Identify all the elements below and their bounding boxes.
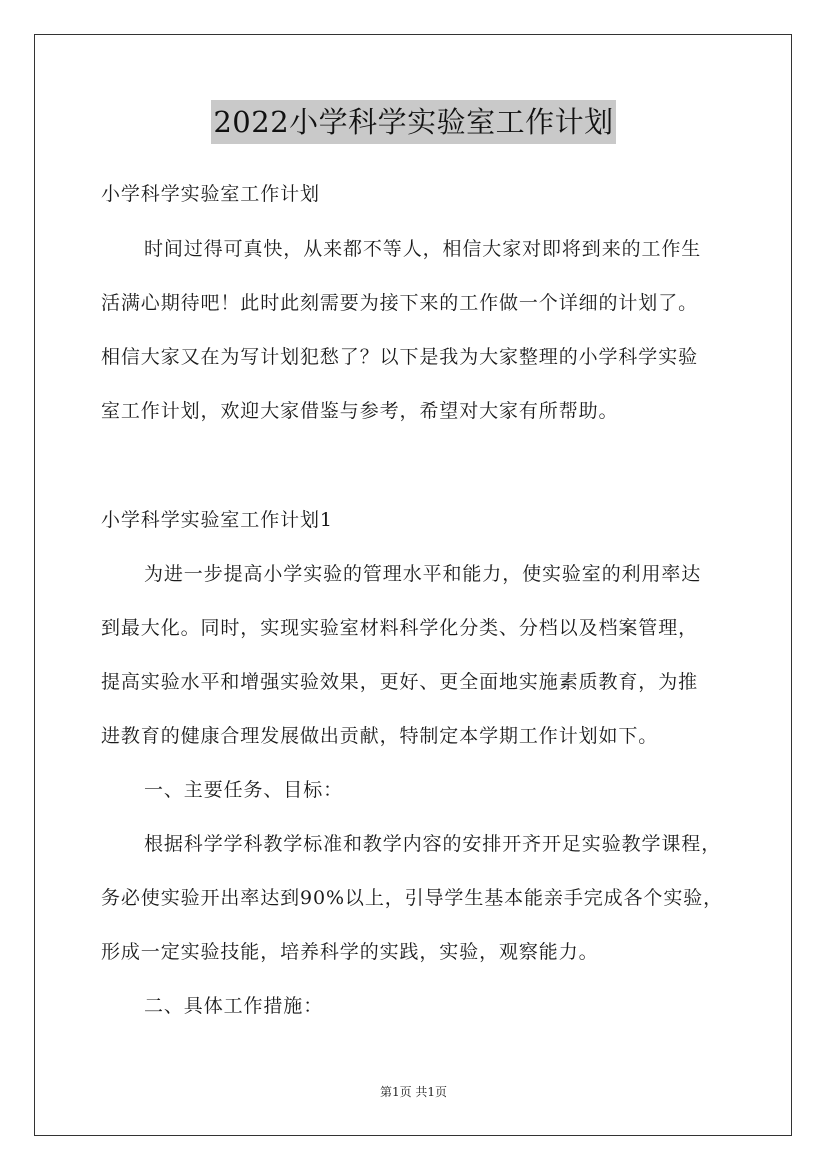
- section-heading: 小学科学实验室工作计划1: [101, 509, 333, 531]
- subsection-heading: 一、主要任务、目标：: [144, 779, 344, 801]
- subsection-heading: 二、具体工作措施：: [144, 995, 324, 1017]
- paragraph-line: 活满心期待吧！此时此刻需要为接下来的工作做一个详细的计划了。: [101, 292, 699, 314]
- paragraph-line: 室工作计划，欢迎大家借鉴与参考，希望对大家有所帮助。: [101, 400, 619, 422]
- document-title: 2022小学科学实验室工作计划: [211, 100, 615, 144]
- paragraph-line: 到最大化。同时，实现实验室材料科学化分类、分档以及档案管理，: [101, 617, 699, 639]
- paragraph-line: 形成一定实验技能，培养科学的实践，实验，观察能力。: [101, 941, 599, 963]
- subtitle-line: 小学科学实验室工作计划: [101, 183, 320, 205]
- paragraph-line: 相信大家又在为写计划犯愁了？以下是我为大家整理的小学科学实验: [101, 346, 699, 368]
- paragraph-line: 为进一步提高小学实验的管理水平和能力，使实验室的利用率达: [144, 563, 702, 585]
- paragraph-line: 提高实验水平和增强实验效果，更好、更全面地实施素质教育，为推: [101, 671, 699, 693]
- title-container: [0, 100, 827, 144]
- paragraph-line: 进教育的健康合理发展做出贡献，特制定本学期工作计划如下。: [101, 725, 659, 747]
- paragraph-line: 根据科学学科教学标准和教学内容的安排开齐开足实验教学课程，: [144, 833, 722, 855]
- paragraph-line: 务必使实验开出率达到90%以上，引导学生基本能亲手完成各个实验，: [101, 887, 724, 909]
- page-footer: 第1页 共1页: [379, 1085, 448, 1099]
- paragraph-line: 时间过得可真快，从来都不等人，相信大家对即将到来的工作生: [144, 238, 702, 260]
